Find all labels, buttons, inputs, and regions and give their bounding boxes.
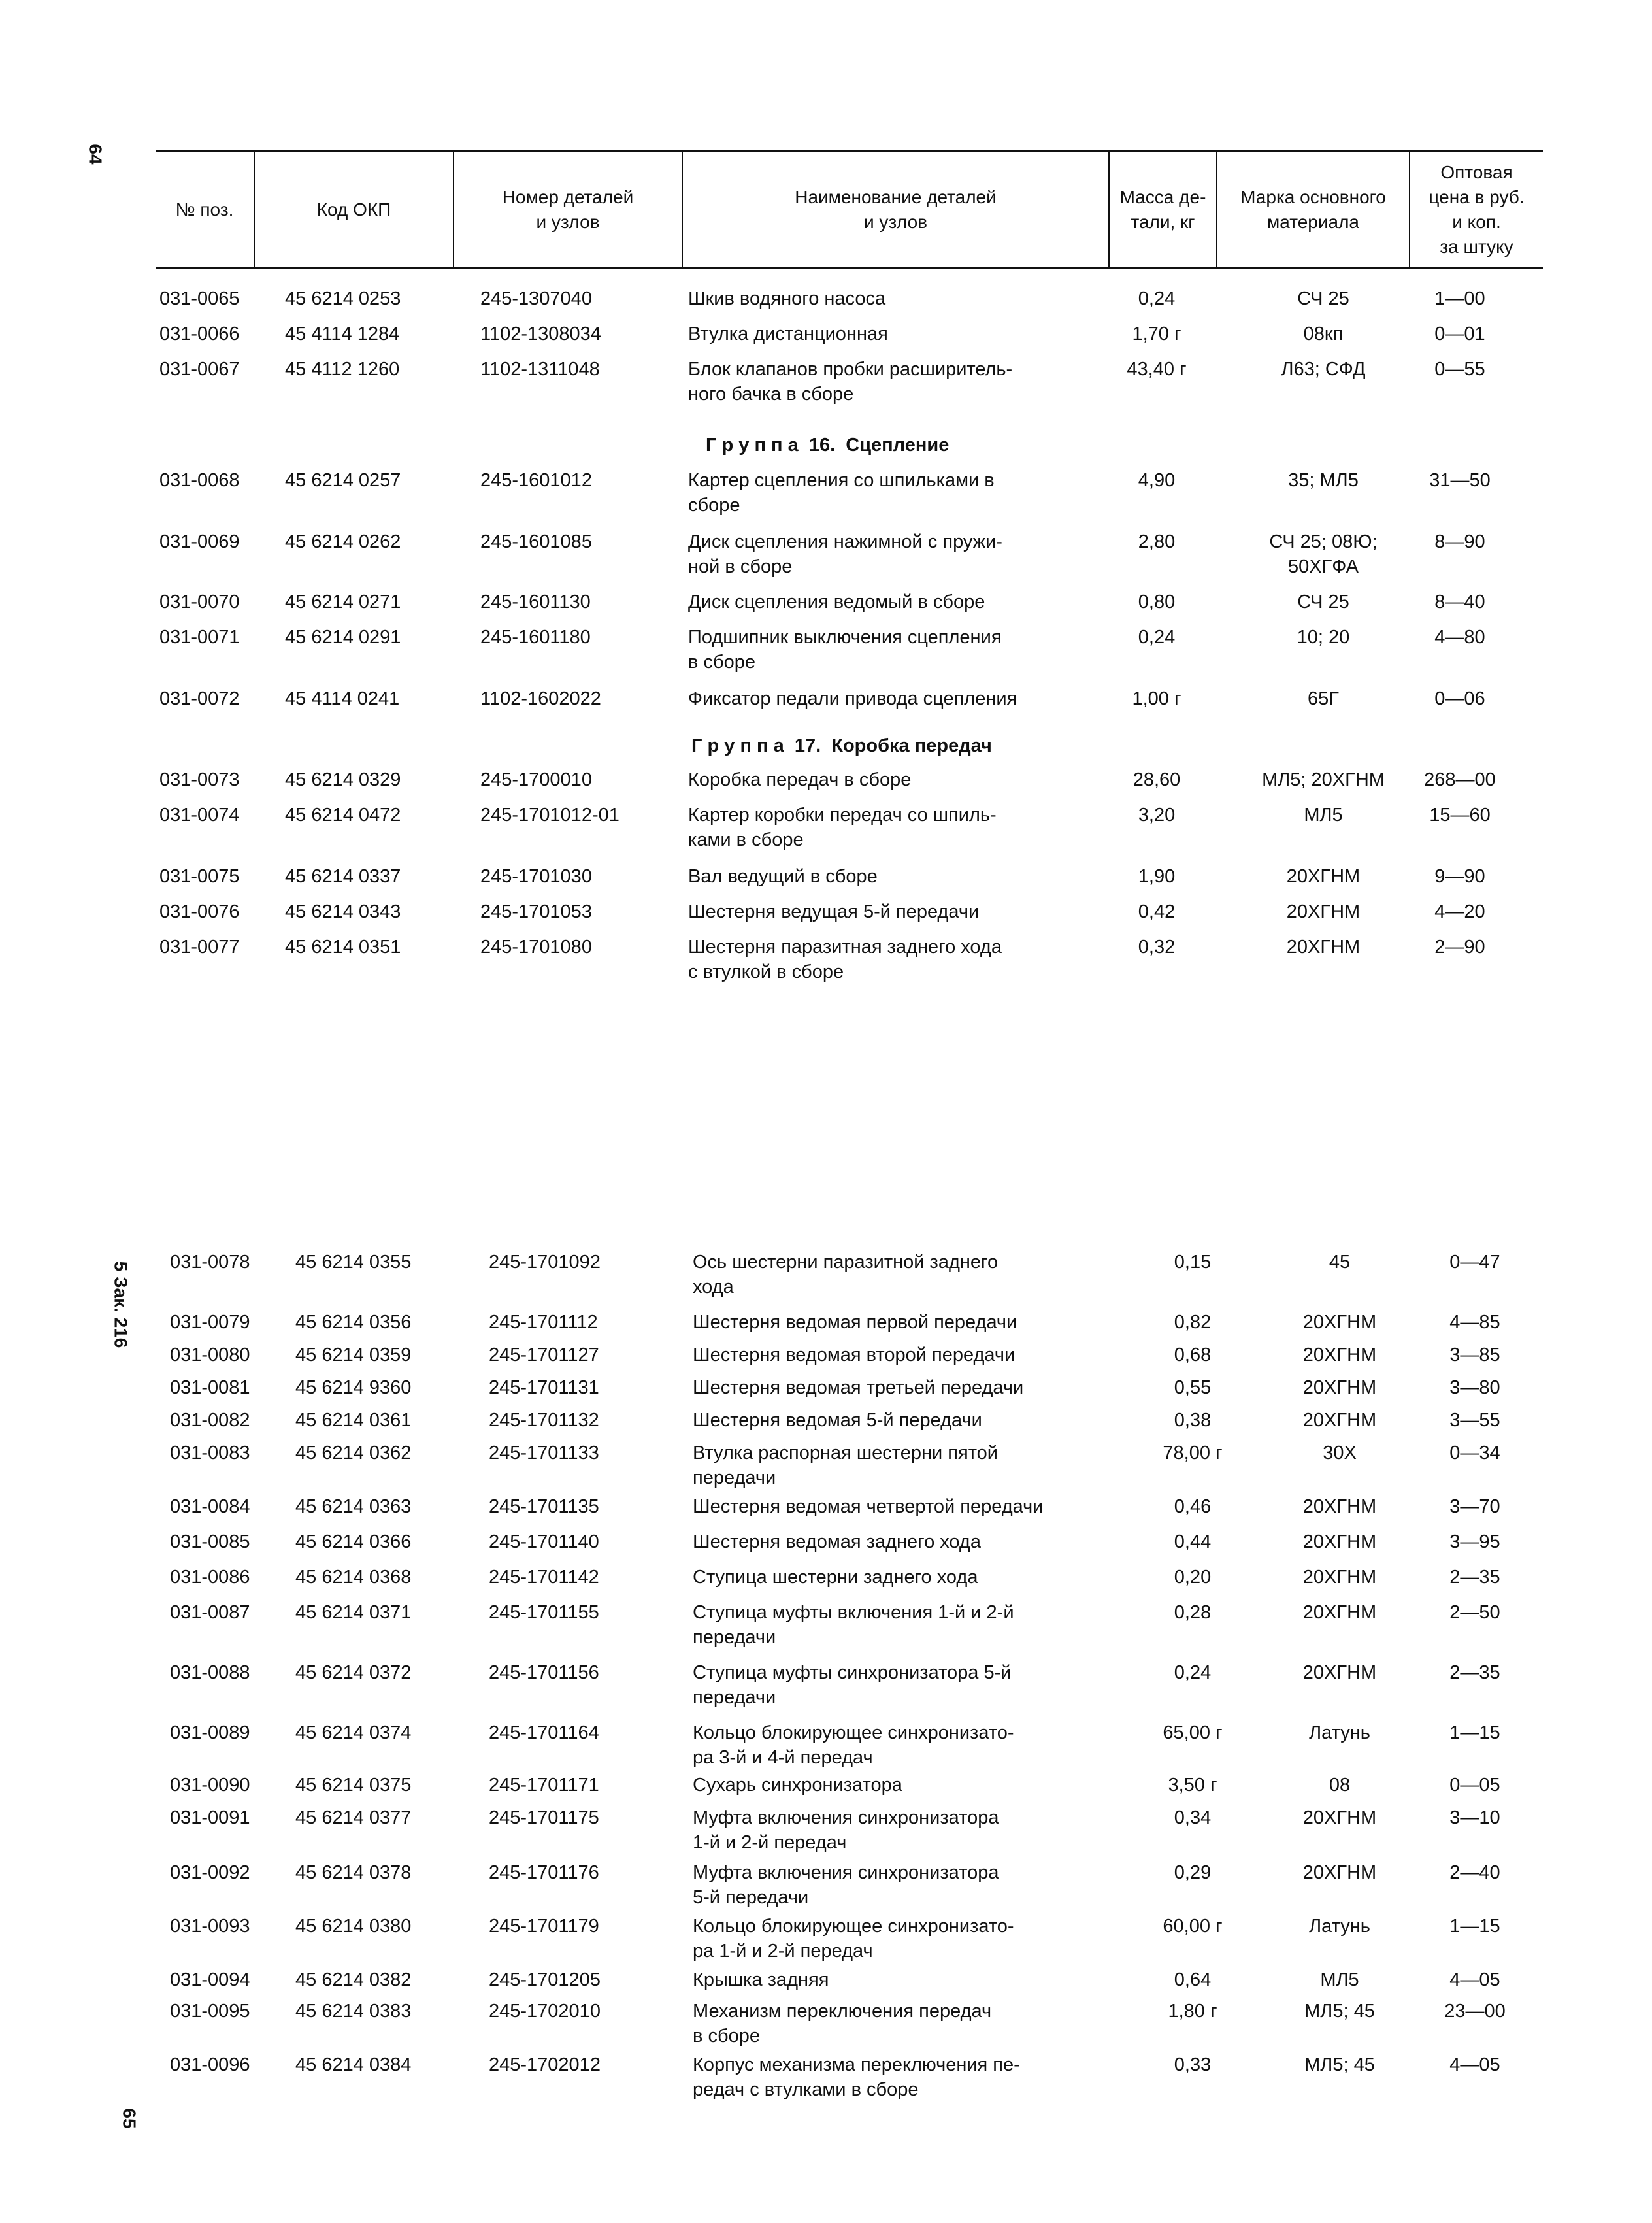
- part-name: Крышка задняя: [693, 1969, 829, 1990]
- table-row: [0, 767, 1652, 799]
- table-row: [0, 1250, 1652, 1297]
- position-number: 031-0072: [159, 688, 240, 709]
- position-number: 031-0070: [159, 592, 240, 612]
- part-number: 245-1700010: [480, 769, 592, 790]
- part-number: 245-1701155: [489, 1602, 599, 1623]
- part-name: Ступица муфты включения 1-й и 2-й передачи: [693, 1602, 1014, 1648]
- material: 20ХГНМ: [1302, 1567, 1377, 1588]
- position-number: 031-0081: [170, 1377, 250, 1398]
- group-heading: Г р у п п а 17. Коробка передач: [691, 735, 992, 756]
- material: МЛ5: [1304, 805, 1343, 826]
- table-row: [0, 1375, 1652, 1407]
- price: 0—34: [1449, 1443, 1500, 1463]
- price: 0—55: [1434, 359, 1485, 380]
- position-number: 031-0077: [159, 937, 240, 958]
- material: МЛ5: [1320, 1969, 1359, 1990]
- price: 4—05: [1449, 2054, 1500, 2075]
- okp-code: 45 6214 0366: [295, 1531, 412, 1552]
- mass-value: 4,90: [1138, 470, 1176, 491]
- part-number: 245-1307040: [480, 288, 592, 309]
- page-number-bottom: 65: [119, 2108, 140, 2129]
- part-number: 245-1701205: [489, 1969, 601, 1990]
- part-name: Диск сцепления нажимной с пружи- ной в сборе: [688, 531, 1002, 577]
- part-name: Муфта включения синхронизатора 5-й передачи: [693, 1862, 999, 1908]
- part-name: Шестерня ведомая 5-й передачи: [693, 1410, 982, 1431]
- table-row: [0, 1310, 1652, 1341]
- part-number: 245-1701176: [489, 1862, 599, 1883]
- price: 0—01: [1434, 324, 1485, 344]
- table-row: [0, 2052, 1652, 2100]
- header-price: Оптовая цена в руб. и коп. за штуку: [1429, 162, 1525, 257]
- header-pos: № поз.: [156, 152, 255, 267]
- price: 3—55: [1449, 1410, 1500, 1431]
- material: 08: [1329, 1775, 1351, 1796]
- part-name: Втулка распорная шестерни пятой передачи: [693, 1443, 998, 1488]
- position-number: 031-0066: [159, 324, 240, 344]
- part-number: 245-1701132: [489, 1410, 599, 1431]
- mass-value: 60,00 г: [1163, 1916, 1223, 1937]
- mass-value: 43,40 г: [1127, 359, 1187, 380]
- material: 20ХГНМ: [1302, 1345, 1377, 1365]
- mass-value: 0,68: [1174, 1345, 1212, 1365]
- footer-mark: 5 Зак. 216: [110, 1261, 131, 1348]
- material: 20ХГНМ: [1286, 866, 1361, 887]
- material: МЛ5; 45: [1304, 2054, 1375, 2075]
- mass-value: 0,24: [1174, 1662, 1212, 1683]
- okp-code: 45 6214 0257: [285, 470, 401, 491]
- page-number-top: 64: [85, 144, 106, 165]
- okp-code: 45 6214 0329: [285, 769, 401, 790]
- table-row: [0, 899, 1652, 931]
- table-row: [0, 1441, 1652, 1488]
- part-number: 1102-1602022: [480, 688, 601, 709]
- position-number: 031-0083: [170, 1443, 250, 1463]
- price: 2—90: [1434, 937, 1485, 958]
- material: МЛ5; 45: [1304, 2001, 1375, 2022]
- position-number: 031-0074: [159, 805, 240, 826]
- material: 20ХГНМ: [1302, 1410, 1377, 1431]
- part-number: 245-1701179: [489, 1916, 599, 1937]
- price: 0—47: [1449, 1252, 1500, 1273]
- table-row: [0, 803, 1652, 850]
- part-name: Подшипник выключения сцепления в сборе: [688, 627, 1002, 673]
- okp-code: 45 6214 0384: [295, 2054, 412, 2075]
- part-name: Кольцо блокирующее синхронизато- ра 1-й и 2-й передач: [693, 1916, 1014, 1962]
- okp-code: 45 6214 0253: [285, 288, 401, 309]
- okp-code: 45 6214 0368: [295, 1567, 412, 1588]
- price: 23—00: [1444, 2001, 1506, 2022]
- part-name: Ось шестерни паразитной заднего хода: [693, 1252, 999, 1297]
- position-number: 031-0093: [170, 1916, 250, 1937]
- part-name: Картер сцепления со шпильками в сборе: [688, 470, 995, 516]
- okp-code: 45 6214 0271: [285, 592, 401, 612]
- table-row: [0, 1773, 1652, 1804]
- price: 3—70: [1449, 1496, 1500, 1517]
- part-number: 245-1701112: [489, 1312, 598, 1333]
- part-name: Корпус механизма переключения пе- редач с втулками в сборе: [693, 2054, 1020, 2100]
- table-row: [0, 686, 1652, 718]
- table-row: [0, 529, 1652, 577]
- part-name: Механизм переключения передач в сборе: [693, 2001, 992, 2047]
- okp-code: 45 6214 0380: [295, 1916, 412, 1937]
- material: 20ХГНМ: [1302, 1377, 1377, 1398]
- position-number: 031-0076: [159, 901, 240, 922]
- mass-value: 1,00 г: [1132, 688, 1181, 709]
- part-number: 245-1701142: [489, 1567, 599, 1588]
- position-number: 031-0079: [170, 1312, 250, 1333]
- mass-value: 65,00 г: [1163, 1722, 1223, 1743]
- part-number: 245-1701092: [489, 1252, 601, 1273]
- part-name: Шестерня ведомая четвертой передачи: [693, 1496, 1044, 1517]
- part-number: 245-1701080: [480, 937, 592, 958]
- header-part-no: Номер деталей и узлов: [454, 152, 683, 267]
- table-row: [0, 1343, 1652, 1374]
- table-row: [0, 1967, 1652, 1999]
- okp-code: 45 6214 9360: [295, 1377, 412, 1398]
- position-number: 031-0095: [170, 2001, 250, 2022]
- mass-value: 78,00 г: [1163, 1443, 1223, 1463]
- okp-code: 45 6214 0291: [285, 627, 401, 648]
- part-name: Муфта включения синхронизатора 1-й и 2-й передач: [693, 1807, 999, 1853]
- table-row: [0, 357, 1652, 405]
- okp-code: 45 4114 1284: [285, 324, 400, 344]
- part-number: 245-1701012-01: [480, 805, 620, 826]
- price: 1—15: [1449, 1722, 1500, 1743]
- okp-code: 45 6214 0355: [295, 1252, 412, 1273]
- material: 20ХГНМ: [1302, 1496, 1377, 1517]
- table-row: [0, 1914, 1652, 1962]
- header-name: Наименование деталей и узлов: [683, 152, 1110, 267]
- table-row: [0, 1408, 1652, 1439]
- mass-value: 3,20: [1138, 805, 1176, 826]
- material: Латунь: [1309, 1722, 1370, 1743]
- part-number: 245-1702010: [489, 2001, 601, 2022]
- okp-code: 45 4112 1260: [285, 359, 400, 380]
- table-row: [0, 590, 1652, 621]
- mass-value: 0,33: [1174, 2054, 1212, 2075]
- material: 10; 20: [1297, 627, 1350, 648]
- part-name: Сухарь синхронизатора: [693, 1775, 902, 1796]
- position-number: 031-0068: [159, 470, 240, 491]
- position-number: 031-0080: [170, 1345, 250, 1365]
- table-row: [0, 1529, 1652, 1561]
- part-number: 245-1701175: [489, 1807, 599, 1828]
- part-number: 245-1701135: [489, 1496, 599, 1517]
- material: 20ХГНМ: [1302, 1862, 1377, 1883]
- price: 2—35: [1449, 1567, 1500, 1588]
- price: 4—85: [1449, 1312, 1500, 1333]
- price: 4—05: [1449, 1969, 1500, 1990]
- okp-code: 45 6214 0371: [295, 1602, 412, 1623]
- part-number: 245-1701030: [480, 866, 592, 887]
- okp-code: 45 6214 0372: [295, 1662, 412, 1683]
- price: 3—80: [1449, 1377, 1500, 1398]
- mass-value: 0,80: [1138, 592, 1176, 612]
- table-row: [0, 1660, 1652, 1708]
- mass-value: 28,60: [1132, 769, 1181, 790]
- part-number: 245-1701131: [489, 1377, 599, 1398]
- mass-value: 1,90: [1138, 866, 1176, 887]
- part-name: Шестерня ведомая первой передачи: [693, 1312, 1017, 1333]
- material: Латунь: [1309, 1916, 1370, 1937]
- part-name: Ступица муфты синхронизатора 5-й передачи: [693, 1662, 1012, 1708]
- okp-code: 45 6214 0378: [295, 1862, 412, 1883]
- table-row: [0, 286, 1652, 318]
- okp-code: 45 6214 0362: [295, 1443, 412, 1463]
- okp-code: 45 6214 0262: [285, 531, 401, 552]
- position-number: 031-0073: [159, 769, 240, 790]
- price: 3—95: [1449, 1531, 1500, 1552]
- table-row: [0, 1720, 1652, 1768]
- part-name: Шестерня ведущая 5-й передачи: [688, 901, 980, 922]
- mass-value: 0,42: [1138, 901, 1176, 922]
- price: 8—90: [1434, 531, 1485, 552]
- mass-value: 0,24: [1138, 627, 1176, 648]
- mass-value: 0,34: [1174, 1807, 1212, 1828]
- part-number: 245-1701156: [489, 1662, 599, 1683]
- position-number: 031-0084: [170, 1496, 250, 1517]
- table-row: [0, 1860, 1652, 1908]
- table-row: [0, 625, 1652, 673]
- okp-code: 45 6214 0382: [295, 1969, 412, 1990]
- table-row: [0, 1565, 1652, 1596]
- header-material: Марка основного материала: [1217, 152, 1410, 267]
- part-name: Блок клапанов пробки расширитель- ного бачка в сборе: [688, 359, 1013, 405]
- mass-value: 1,80 г: [1168, 2001, 1217, 2022]
- okp-code: 45 6214 0374: [295, 1722, 412, 1743]
- part-number: 245-1701140: [489, 1531, 599, 1552]
- table-row: [0, 1805, 1652, 1853]
- position-number: 031-0085: [170, 1531, 250, 1552]
- part-number: 1102-1308034: [480, 324, 601, 344]
- price: 2—40: [1449, 1862, 1500, 1883]
- price: 9—90: [1434, 866, 1485, 887]
- part-name: Картер коробки передач со шпиль- ками в сборе: [688, 805, 997, 850]
- part-name: Шкив водяного насоса: [688, 288, 886, 309]
- mass-value: 0,38: [1174, 1410, 1212, 1431]
- material: 20ХГНМ: [1286, 937, 1361, 958]
- mass-value: 0,20: [1174, 1567, 1212, 1588]
- material: 30Х: [1323, 1443, 1357, 1463]
- okp-code: 45 6214 0356: [295, 1312, 412, 1333]
- mass-value: 0,29: [1174, 1862, 1212, 1883]
- mass-value: 0,46: [1174, 1496, 1212, 1517]
- part-name: Втулка дистанционная: [688, 324, 888, 344]
- mass-value: 2,80: [1138, 531, 1176, 552]
- header-okp: Код ОКП: [255, 152, 454, 267]
- okp-code: 45 4114 0241: [285, 688, 400, 709]
- okp-code: 45 6214 0377: [295, 1807, 412, 1828]
- part-number: 245-1701127: [489, 1345, 599, 1365]
- table-header: [156, 150, 1543, 269]
- part-name: Фиксатор педали привода сцепления: [688, 688, 1017, 709]
- part-name: Шестерня ведомая третьей передачи: [693, 1377, 1024, 1398]
- material: 20ХГНМ: [1302, 1807, 1377, 1828]
- material: 35; МЛ5: [1288, 470, 1359, 491]
- table-row: [0, 1999, 1652, 2047]
- part-name: Коробка передач в сборе: [688, 769, 912, 790]
- part-name: Ступица шестерни заднего хода: [693, 1567, 978, 1588]
- price: 3—10: [1449, 1807, 1500, 1828]
- table-row: [0, 864, 1652, 895]
- position-number: 031-0096: [170, 2054, 250, 2075]
- material: СЧ 25: [1297, 288, 1349, 309]
- price: 4—20: [1434, 901, 1485, 922]
- price: 2—35: [1449, 1662, 1500, 1683]
- mass-value: 0,82: [1174, 1312, 1212, 1333]
- part-number: 245-1701053: [480, 901, 592, 922]
- position-number: 031-0078: [170, 1252, 250, 1273]
- mass-value: 0,32: [1138, 937, 1176, 958]
- material: 45: [1329, 1252, 1351, 1273]
- price: 31—50: [1429, 470, 1491, 491]
- table-row: [0, 322, 1652, 353]
- position-number: 031-0089: [170, 1722, 250, 1743]
- position-number: 031-0067: [159, 359, 240, 380]
- part-number: 245-1701164: [489, 1722, 599, 1743]
- position-number: 031-0094: [170, 1969, 250, 1990]
- position-number: 031-0075: [159, 866, 240, 887]
- part-number: 245-1701171: [489, 1775, 599, 1796]
- part-number: 245-1702012: [489, 2054, 601, 2075]
- part-number: 245-1701133: [489, 1443, 599, 1463]
- okp-code: 45 6214 0359: [295, 1345, 412, 1365]
- material: Л63; СФД: [1281, 359, 1366, 380]
- table-row: [0, 1494, 1652, 1526]
- material: СЧ 25: [1297, 592, 1349, 612]
- price: 4—80: [1434, 627, 1485, 648]
- position-number: 031-0091: [170, 1807, 250, 1828]
- price: 268—00: [1424, 769, 1496, 790]
- part-number: 245-1601085: [480, 531, 592, 552]
- okp-code: 45 6214 0383: [295, 2001, 412, 2022]
- part-name: Шестерня паразитная заднего хода с втулкой в сборе: [688, 937, 1002, 982]
- table-row: [0, 1600, 1652, 1648]
- part-number: 245-1601180: [480, 627, 591, 648]
- mass-value: 0,24: [1138, 288, 1176, 309]
- price: 1—15: [1449, 1916, 1500, 1937]
- okp-code: 45 6214 0472: [285, 805, 401, 826]
- position-number: 031-0086: [170, 1567, 250, 1588]
- position-number: 031-0092: [170, 1862, 250, 1883]
- material: 08кп: [1303, 324, 1344, 344]
- okp-code: 45 6214 0337: [285, 866, 401, 887]
- mass-value: 0,28: [1174, 1602, 1212, 1623]
- table-row: [0, 935, 1652, 982]
- okp-code: 45 6214 0343: [285, 901, 401, 922]
- okp-code: 45 6214 0351: [285, 937, 401, 958]
- header-mass: Масса де- тали, кг: [1110, 152, 1217, 267]
- price: 15—60: [1429, 805, 1491, 826]
- material: 20ХГНМ: [1302, 1312, 1377, 1333]
- price: 0—06: [1434, 688, 1485, 709]
- part-name: Шестерня ведомая заднего хода: [693, 1531, 981, 1552]
- mass-value: 0,44: [1174, 1531, 1212, 1552]
- price: 8—40: [1434, 592, 1485, 612]
- position-number: 031-0065: [159, 288, 240, 309]
- position-number: 031-0082: [170, 1410, 250, 1431]
- material: 20ХГНМ: [1286, 901, 1361, 922]
- table-row: [0, 468, 1652, 516]
- mass-value: 0,15: [1174, 1252, 1212, 1273]
- price: 1—00: [1434, 288, 1485, 309]
- price: 3—85: [1449, 1345, 1500, 1365]
- material: МЛ5; 20ХГНМ: [1262, 769, 1385, 790]
- mass-value: 0,64: [1174, 1969, 1212, 1990]
- material: 20ХГНМ: [1302, 1531, 1377, 1552]
- mass-value: 3,50 г: [1168, 1775, 1217, 1796]
- mass-value: 1,70 г: [1132, 324, 1181, 344]
- okp-code: 45 6214 0361: [295, 1410, 412, 1431]
- material: 20ХГНМ: [1302, 1662, 1377, 1683]
- okp-code: 45 6214 0375: [295, 1775, 412, 1796]
- part-name: Шестерня ведомая второй передачи: [693, 1345, 1016, 1365]
- mass-value: 0,55: [1174, 1377, 1212, 1398]
- position-number: 031-0071: [159, 627, 240, 648]
- price: 2—50: [1449, 1602, 1500, 1623]
- part-number: 245-1601130: [480, 592, 591, 612]
- material: 65Г: [1308, 688, 1339, 709]
- price: 0—05: [1449, 1775, 1500, 1796]
- position-number: 031-0087: [170, 1602, 250, 1623]
- group-heading: Г р у п п а 16. Сцепление: [706, 435, 950, 456]
- part-name: Диск сцепления ведомый в сборе: [688, 592, 985, 612]
- position-number: 031-0069: [159, 531, 240, 552]
- material: СЧ 25; 08Ю; 50ХГФА: [1269, 531, 1378, 577]
- part-number: 1102-1311048: [480, 359, 600, 380]
- material: 20ХГНМ: [1302, 1602, 1377, 1623]
- part-name: Вал ведущий в сборе: [688, 866, 878, 887]
- position-number: 031-0088: [170, 1662, 250, 1683]
- part-number: 245-1601012: [480, 470, 592, 491]
- position-number: 031-0090: [170, 1775, 250, 1796]
- part-name: Кольцо блокирующее синхронизато- ра 3-й и 4-й передач: [693, 1722, 1014, 1768]
- okp-code: 45 6214 0363: [295, 1496, 412, 1517]
